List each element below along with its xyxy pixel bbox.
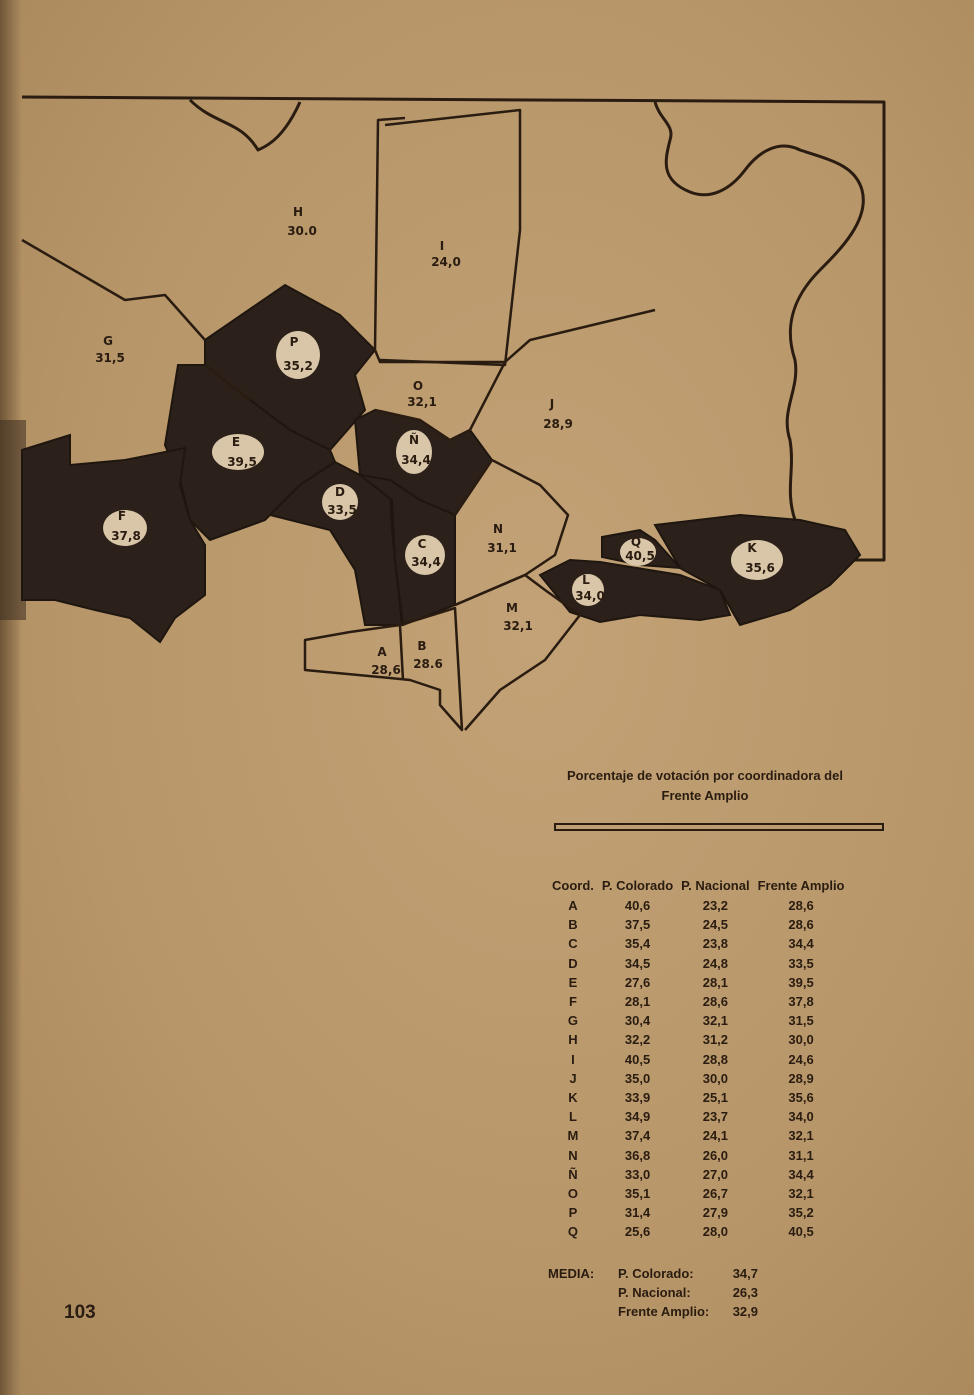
zone-j (505, 310, 655, 362)
cell-nacional: 31,2 (702, 1032, 729, 1048)
table-row (548, 992, 849, 1011)
cell-nacional: 23,8 (702, 936, 729, 952)
zone-label: G (103, 334, 113, 348)
cell-frente-amplio: 33,5 (788, 955, 814, 971)
zone-g (22, 240, 205, 340)
zone-value: 37,8 (111, 529, 141, 543)
average-party: Frente Amplio: (618, 1304, 710, 1319)
cell-nacional: 32,1 (702, 1013, 729, 1029)
cell-frente-amplio: 35,6 (788, 1089, 814, 1105)
table-row (548, 1050, 849, 1069)
cell-frente-amplio: 28,6 (788, 898, 814, 914)
zone-value: 31,1 (487, 541, 517, 555)
header-colorado: P. Colorado (601, 877, 674, 893)
zone-label: D (335, 485, 345, 499)
cell-colorado: 36,8 (624, 1147, 651, 1163)
cell-colorado: 37,4 (624, 1128, 651, 1144)
average-row (548, 1302, 758, 1321)
cell-coord: M (567, 1128, 579, 1144)
east-border (655, 102, 863, 520)
zone-label: K (747, 541, 757, 555)
cell-nacional: 28,6 (702, 994, 729, 1010)
cell-nacional: 28,8 (702, 1051, 729, 1067)
cell-frente-amplio: 34,0 (788, 1109, 814, 1125)
average-row (548, 1264, 758, 1283)
cell-frente-amplio: 34,4 (788, 1166, 814, 1182)
table-row (548, 896, 849, 915)
averages-block (548, 1264, 758, 1321)
zone-label: O (412, 379, 424, 393)
zone-value: 28,6 (371, 663, 401, 677)
cell-colorado: 25,6 (624, 1224, 651, 1240)
separator-bar (554, 823, 884, 831)
cell-coord: G (567, 1013, 578, 1029)
zone-label: M (506, 601, 518, 615)
votes-table (548, 874, 849, 1241)
zone-label: C (417, 537, 427, 551)
zone-value: 31,5 (95, 351, 125, 365)
zone-label: L (582, 573, 590, 587)
cell-coord: J (569, 1070, 577, 1086)
cell-coord: L (568, 1109, 577, 1125)
cell-nacional: 26,0 (702, 1147, 729, 1163)
cell-colorado: 35,1 (624, 1185, 651, 1201)
cell-coord: E (568, 974, 578, 990)
cell-nacional: 27,0 (702, 1166, 729, 1182)
cell-colorado: 40,5 (624, 1051, 651, 1067)
table-row (548, 1030, 849, 1049)
header-coord: Coord. (552, 877, 594, 893)
zone-value: 28,9 (543, 417, 573, 431)
table-row (548, 1145, 849, 1164)
map-caption (540, 766, 870, 806)
table-row (548, 1011, 849, 1030)
cell-coord: P (568, 1205, 578, 1221)
header-frente-amplio: Frente Amplio (757, 877, 845, 893)
zone-label: Q (630, 535, 642, 549)
cell-coord: O (567, 1185, 578, 1201)
zone-value: 39,5 (227, 455, 257, 469)
cell-colorado: 34,5 (624, 955, 651, 971)
cell-frente-amplio: 31,1 (788, 1147, 814, 1163)
cell-colorado: 35,4 (624, 936, 651, 952)
cell-coord: D (568, 955, 578, 971)
cell-nacional: 24,1 (702, 1128, 729, 1144)
cell-nacional: 27,9 (702, 1205, 729, 1221)
cell-nacional: 26,7 (702, 1185, 729, 1201)
zone-value: 24,0 (431, 255, 461, 269)
zone-label: N (492, 522, 504, 536)
zone-value: 34,4 (411, 555, 441, 569)
average-party: P. Colorado: (618, 1266, 694, 1281)
cell-frente-amplio: 30,0 (788, 1032, 814, 1048)
table-row (548, 973, 849, 992)
zone-h (375, 118, 405, 350)
zone-value: 28.6 (413, 657, 443, 671)
table-row (548, 1165, 849, 1184)
table-row (548, 1203, 849, 1222)
cell-nacional: 24,5 (702, 917, 729, 933)
average-value: 32,9 (732, 1304, 758, 1319)
cell-colorado: 33,0 (624, 1166, 651, 1182)
cell-coord: A (568, 898, 578, 914)
cell-colorado: 34,9 (624, 1109, 651, 1125)
zone-label: A (377, 645, 387, 659)
cell-coord: N (568, 1147, 578, 1163)
zone-label: F (117, 509, 127, 523)
north-border (190, 100, 300, 150)
cell-frente-amplio: 31,5 (788, 1013, 814, 1029)
zone-value: 33,5 (327, 503, 357, 517)
zone-label: Ñ (408, 433, 420, 447)
table-row (548, 1222, 849, 1241)
cell-nacional: 24,8 (702, 955, 729, 971)
average-value: 26,3 (732, 1285, 758, 1300)
cell-frente-amplio: 32,1 (788, 1185, 814, 1201)
zone-label: P (289, 335, 299, 349)
cell-coord: F (568, 994, 577, 1010)
cell-nacional: 28,1 (702, 974, 729, 990)
zone-value: 40,5 (625, 549, 655, 563)
zone-value: 35,6 (745, 561, 775, 575)
cell-coord: I (571, 1051, 575, 1067)
cell-colorado: 30,4 (624, 1013, 651, 1029)
zone-value: 34,0 (575, 589, 605, 603)
cell-colorado: 32,2 (624, 1032, 651, 1048)
caption-line-1: Porcentaje de votación por coordinadora del (567, 768, 843, 783)
cell-colorado: 31,4 (624, 1205, 651, 1221)
cell-frente-amplio: 28,9 (788, 1070, 814, 1086)
cell-colorado: 28,1 (624, 994, 651, 1010)
caption-line-2: Frente Amplio (661, 788, 749, 803)
cell-coord: H (568, 1032, 578, 1048)
table-body (548, 896, 849, 1241)
table-row (548, 915, 849, 934)
cell-coord: K (568, 1089, 578, 1105)
cell-coord: Q (567, 1224, 578, 1240)
cell-coord: C (568, 936, 578, 952)
cell-colorado: 35,0 (624, 1070, 651, 1086)
average-value: 34,7 (732, 1266, 758, 1281)
cell-nacional: 23,2 (702, 898, 729, 914)
cell-frente-amplio: 37,8 (788, 994, 814, 1010)
average-label: MEDIA: (548, 1266, 595, 1281)
zone-value: 32,1 (503, 619, 533, 633)
cell-nacional: 25,1 (702, 1089, 729, 1105)
cell-nacional: 30,0 (702, 1070, 729, 1086)
table-row (548, 1069, 849, 1088)
table-row (548, 1088, 849, 1107)
average-party: P. Nacional: (618, 1285, 691, 1300)
zone-i (380, 110, 520, 365)
table-row (548, 1126, 849, 1145)
zone-label: E (231, 435, 241, 449)
cell-frente-amplio: 39,5 (788, 974, 814, 990)
cell-coord: B (568, 917, 578, 933)
cell-frente-amplio: 32,1 (788, 1128, 814, 1144)
table-row (548, 954, 849, 973)
zone-label: H (292, 205, 304, 219)
cell-frente-amplio: 35,2 (788, 1205, 814, 1221)
cell-colorado: 37,5 (624, 917, 651, 933)
page-number: 103 (64, 1302, 96, 1323)
zone-label: B (417, 639, 427, 653)
zone-label: J (549, 397, 555, 411)
table-header-row (548, 874, 849, 896)
zone-value: 30.0 (287, 224, 317, 238)
cell-nacional: 28,0 (702, 1224, 729, 1240)
zone-label: I (439, 239, 445, 253)
cell-frente-amplio: 28,6 (788, 917, 814, 933)
cell-frente-amplio: 34,4 (788, 936, 814, 952)
zone-value: 32,1 (407, 395, 437, 409)
cell-frente-amplio: 40,5 (788, 1224, 814, 1240)
zone-value: 34,4 (401, 453, 431, 467)
table-row (548, 1184, 849, 1203)
header-nacional: P. Nacional (681, 877, 750, 893)
cell-nacional: 23,7 (702, 1109, 729, 1125)
table-row (548, 934, 849, 953)
cell-colorado: 27,6 (624, 974, 651, 990)
cell-colorado: 40,6 (624, 898, 651, 914)
cell-coord: Ñ (568, 1166, 578, 1182)
average-row (548, 1283, 758, 1302)
zone-value: 35,2 (283, 359, 313, 373)
cell-frente-amplio: 24,6 (788, 1051, 814, 1067)
table-row (548, 1107, 849, 1126)
cell-colorado: 33,9 (624, 1089, 651, 1105)
